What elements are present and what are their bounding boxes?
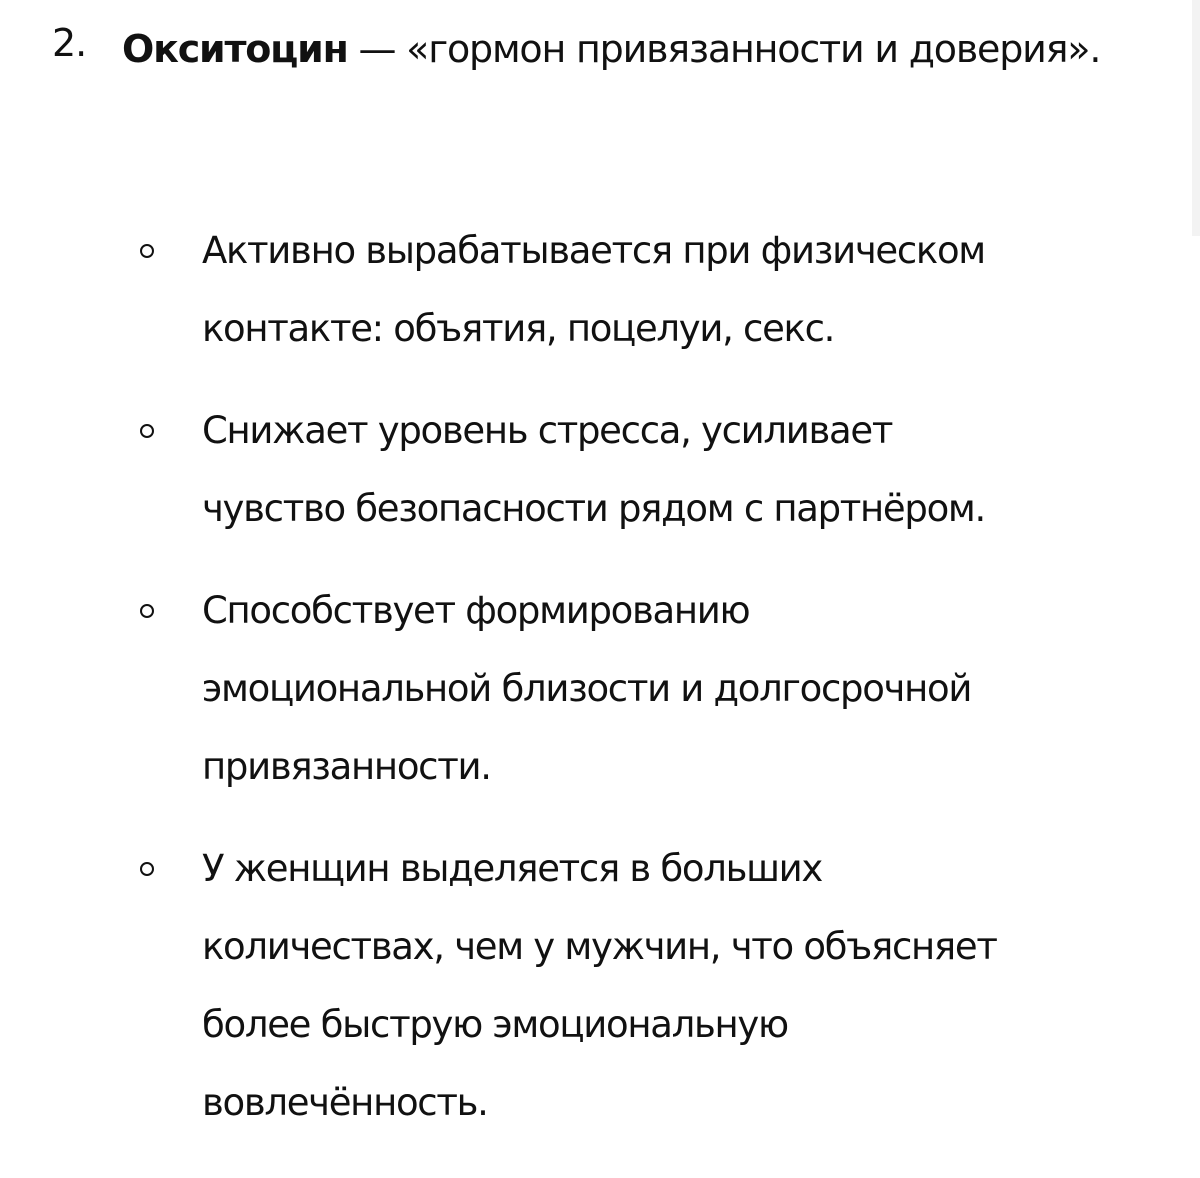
hollow-circle-bullet-icon xyxy=(140,424,154,438)
bullet-text-line: контакте: объятия, поцелуи, секс. xyxy=(202,307,835,350)
bullet-text-line: Активно вырабатывается при физическом xyxy=(202,229,985,272)
bullet-text-line: привязанности. xyxy=(202,745,491,788)
hollow-circle-bullet-icon xyxy=(140,244,154,258)
bullet-text-line: количествах, чем у мужчин, что объясняет xyxy=(202,925,997,968)
list-item-description: — «гормон привязанности и доверия». xyxy=(347,27,1101,71)
bullet-text-line: эмоциональной близости и долгосрочной xyxy=(202,667,972,710)
bullet-text xyxy=(202,830,1102,1142)
hollow-circle-bullet-icon xyxy=(140,862,154,876)
bullet-text xyxy=(202,212,1102,368)
bullet-text-line: У женщин выделяется в больших xyxy=(202,847,822,890)
list-item-term: Окситоцин xyxy=(122,27,348,71)
bullet-text-line: вовлечённость. xyxy=(202,1081,488,1124)
bullet-text-line: Снижает уровень стресса, усиливает xyxy=(202,409,893,452)
hollow-circle-bullet-icon xyxy=(140,604,154,618)
bullet-text xyxy=(202,392,1102,548)
bullet-text-line: Способствует формированию xyxy=(202,589,750,632)
list-item-number: 2. xyxy=(52,21,87,65)
bullet-text-line: чувство безопасности рядом с партнёром. xyxy=(202,487,985,530)
bullet-text xyxy=(202,572,1102,806)
bullet-text-line: более быструю эмоциональную xyxy=(202,1003,788,1046)
